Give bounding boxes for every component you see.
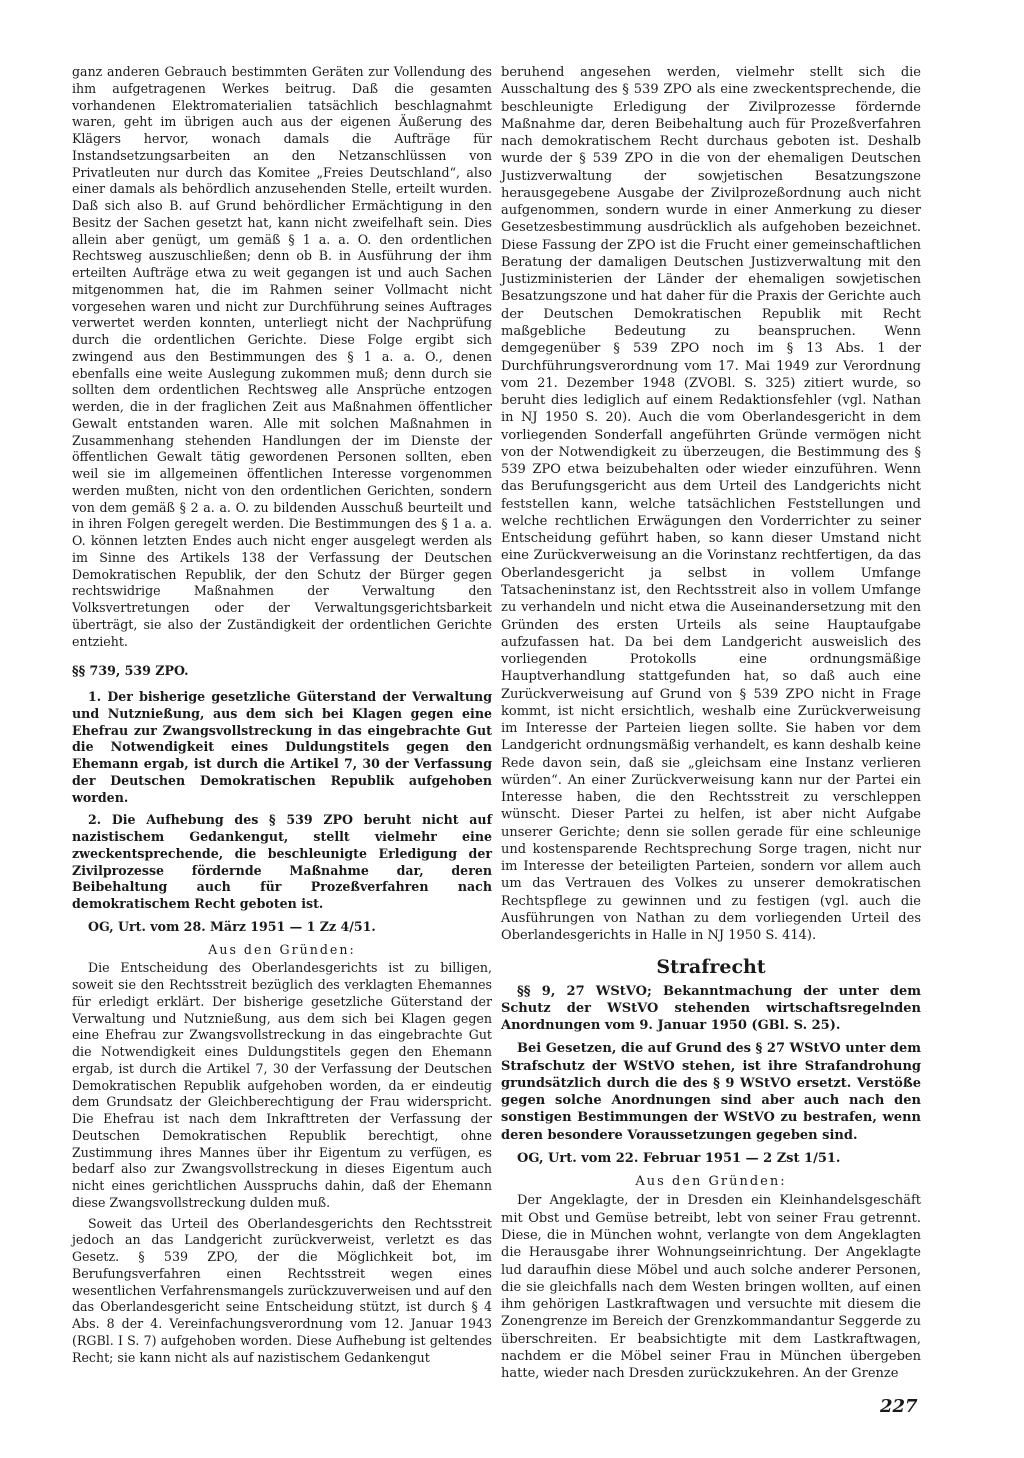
reasons-heading: Aus den Gründen:	[635, 1174, 787, 1190]
headnote: 1. Der bisherige gesetzliche Güterstand der Verwaltung und Nutznießung, aus dem sich bei Klagen gegen eine Ehefrau zur Zwangsvollstreckung in das eingebrachte Gut die Notwendigkeit eines Duldungstitels gegen den Ehemann ergab, ist durch die Artikel 7, 30 der Verfassung der Deutschen Demokratischen Republik aufgehoben worden.	[72, 689, 492, 805]
norm-reference: §§ 739, 539 ZPO.	[72, 663, 189, 679]
ruling-citation: OG, Urt. vom 22. Februar 1951 — 2 Zst 1/51.	[517, 1150, 841, 1166]
right-column	[501, 64, 921, 1382]
ruling-citation: OG, Urt. vom 28. März 1951 — 1 Zz 4/51.	[88, 918, 376, 934]
headnote: Bei Gesetzen, die auf Grund des § 27 WStVO unter dem Strafschutz der WStVO stehen, ist ihre Strafandrohung grundsätzlich durch die des § 9 WStVO ersetzt. Verstöße gegen solche Anordnungen sind aber auch nach den sonstigen Bestimmungen der WStVO zu bestrafen, wenn deren besondere Voraussetzungen gegeben sind.	[501, 1041, 921, 1143]
norm-reference: §§ 9, 27 WStVO; Bekanntmachung der unter dem Schutz der WStVO stehenden wirtschaftsregelnden Anordnungen vom 9. Januar 1950 (GBl. S. 25).	[501, 983, 921, 1034]
paragraph: ganz anderen Gebrauch bestimmten Geräten zur Vollendung des ihm aufgetragenen Werkes beitrug. Daß die gesamten vorhandenen Elektromaterialien tatsächlich beschlagnahmt waren, geht im übrigen auch aus der eigenen Äußerung des Klägers hervor, wonach damals die Aufträge für Instandsetzungsarbeiten an den Netzanschlüssen von Privatleuten nur durch das Komitee „Freies Deutschland“, also einer damals als behördlich anzusehenden Stelle, erteilt wurden. Daß sich also B. auf Grund behördlicher Ermächtigung in den Besitz der Sachen gesetzt hat, kann nicht zweifelhaft sein. Dies allein aber genügt, um gemäß § 1 a. a. O. den ordentlichen Rechtsweg auszuschließen; denn ob B. in Ausführung der ihm erteilten Aufträge etwa zu weit gegangen ist und auch Sachen mitgenommen hat, die im Rahmen seiner Vollmacht nicht vorgesehen waren und nicht zur Durchführung seines Auftrages verwertet werden konnten, unterliegt nicht der Nachprüfung durch die ordentlichen Gerichte. Diese Folge ergibt sich zwingend aus den Bestimmungen des § 1 a. a. O., denen ebenfalls eine weite Auslegung zukommen muß; denn durch sie sollten dem ordentlichen Rechtsweg alle Ansprüche entzogen werden, die in der fraglichen Zeit aus Maßnahmen öffentlicher Gewalt entstanden waren. Alle mit solchen Maßnahmen in Zusammenhang stehenden Handlungen der im Dienste der öffentlichen Gewalt tätig gewordenen Personen sollten, eben weil sie im allgemeinen öffentlichen Interesse vorgenommen werden mußten, nicht von den ordentlichen Gerichten, sondern von dem gemäß § 2 a. a. O. zu bildenden Ausschuß beurteilt und in ihren Folgen geregelt werden. Die Bestimmungen des § 1 a. a. O. können letzten Endes auch nicht enger ausgelegt werden als im Sinne des Artikels 138 der Verfassung der Deutschen Demokratischen Republik, der den Schutz der Bürger gegen rechtswidrige Maßnahmen der Verwaltung den Volksvertretungen oder der Verwaltungsgerichtsbarkeit überträgt, sie also der Zuständigkeit der ordentlichen Gerichte entzieht.	[72, 64, 492, 649]
paragraph: Der Angeklagte, der in Dresden ein Kleinhandelsgeschäft mit Obst und Gemüse betreibt, lebt von seiner Frau getrennt. Diese, die in München wohnt, verlangte von dem Angeklagten die Herausgabe ihrer Wohnungseinrichtung. Der Angeklagte lud daraufhin diese Möbel und auch solche anderer Personen, die sie gleichfalls nach dem Westen bringen wollten, auf einen ihm gehörigen Lastkraftwagen und versuchte mit diesem die Zonengrenze im Bereich der Grenzkommandantur Seggerde zu überschreiten. Er beabsichtigte mit dem Lastkraftwagen, nachdem er die Möbel seiner Frau in München übergeben hatte, wieder nach Dresden zurückzukehren. An der Grenze	[501, 1193, 921, 1382]
reasons-heading: Aus den Gründen:	[208, 941, 356, 957]
section-heading: Strafrecht	[656, 955, 766, 978]
left-column	[72, 64, 492, 1366]
paragraph: Soweit das Urteil des Oberlandesgerichts den Rechtsstreit jedoch an das Landgericht zurückverweist, verletzt es das Gesetz. § 539 ZPO, der die Möglichkeit bot, im Berufungsverfahren einen Rechtsstreit wegen eines wesentlichen Verfahrensmangels zurückzuverweisen und auf den das Oberlandesgericht seine Entscheidung stützt, ist durch § 4 Abs. 8 der 4. Vereinfachungsverordnung vom 12. Januar 1943 (RGBl. I S. 7) aufgehoben worden. Diese Aufhebung ist geltendes Recht; sie kann nicht als auf nazistischem Gedankengut	[72, 1215, 492, 1365]
paragraph: Die Entscheidung des Oberlandesgerichts ist zu billigen, soweit sie den Rechtsstreit bezüglich des verklagten Ehemannes für erledigt erklärt. Der bisherige gesetzliche Güterstand der Verwaltung und Nutznießung, aus dem sich bei Klagen gegen eine Ehefrau zur Zwangsvollstreckung in das eingebrachte Gut die Notwendigkeit eines Duldungstitels gegen den Ehemann ergab, ist durch die Artikel 7, 30 der Verfassung der Deutschen Demokratischen Republik aufgehoben worden, da er eindeutig dem Grundsatz der Gleichberechtigung der Frau widerspricht. Die Ehefrau ist nach dem Inkrafttreten der Verfassung der Deutschen Demokratischen Republik berechtigt, ohne Zustimmung ihres Mannes über ihr Eigentum zu verfügen, es bedarf also zur Zwangsvollstreckung in dieses Eigentum auch nicht eines gerichtlichen Ausspruchs dahin, daß der Ehemann diese Zwangsvollstreckung dulden muß.	[72, 960, 492, 1210]
paragraph: beruhend angesehen werden, vielmehr stellt sich die Ausschaltung des § 539 ZPO als eine zweckentsprechende, die beschleunigte Erledigung der Zivilprozesse fördernde Maßnahme dar, deren Beibehaltung auch für Prozeßverfahren nach demokratischem Recht durchaus geboten ist. Deshalb wurde der § 539 ZPO in die von der ehemaligen Deutschen Justizverwaltung der sowjetischen Besatzungszone herausgegebene Ausgabe der Zivilprozeßordnung auch nicht aufgenommen, sondern wurde in einer Anmerkung zu dieser Gesetzesbestimmung ausdrücklich als aufgehoben bezeichnet. Diese Fassung der ZPO ist die Frucht einer gemeinschaftlichen Beratung der damaligen Deutschen Justizverwaltung mit den Justizministerien der Länder der ehemaligen sowjetischen Besatzungszone und hat daher für die Praxis der Gerichte auch der Deutschen Demokratischen Republik mit Recht maßgebliche Bedeutung zu beanspruchen. Wenn demgegenüber § 539 ZPO noch im § 13 Abs. 1 der Durchführungsverordnung vom 17. Mai 1949 zur Verordnung vom 21. Dezember 1948 (ZVOBl. S. 325) zitiert wurde, so beruht dies lediglich auf einem Redaktionsfehler (vgl. Nathan in NJ 1950 S. 20). Auch die vom Oberlandesgericht in dem vorliegenden Sonderfall angeführten Gründe vermögen nicht von der Notwendigkeit zu überzeugen, die Bestimmung des § 539 ZPO etwa beizubehalten oder wieder einzuführen. Wenn das Berufungsgericht aus dem Urteil des Landgerichts nicht feststellen kann, welche tatsächlichen Feststellungen und welche rechtlichen Erwägungen den Vorderrichter zu seiner Entscheidung geführt haben, so kann dieser Umstand nicht eine Zurückverweisung an die Vorinstanz rechtfertigen, da das Oberlandesgericht ja selbst in vollem Umfange Tatsacheninstanz ist, den Rechtsstreit also in vollem Umfange zu verhandeln und nicht etwa die Auseinandersetzung mit den Gründen des ersten Urteils als seine Hauptaufgabe aufzufassen hat. Da bei dem Landgericht ausweislich des vorliegenden Protokolls eine ordnungsmäßige Hauptverhandlung stattgefunden hat, so daß auch eine Zurückverweisung auf Grund von § 539 ZPO nicht in Frage kommt, ist nicht ersichtlich, weshalb eine Zurückverweisung im Interesse der Parteien liegen sollte. Sie haben vor dem Landgericht ordnungsmäßig verhandelt, es kann deshalb keine Rede davon sein, daß sie „gleichsam eine Instanz verlieren würden“. An einer Zurückverweisung kann nur der Partei ein Interesse haben, die den Rechtsstreit zu verschleppen wünscht. Dieser Partei zu helfen, ist aber nicht Aufgabe unserer Gerichte; denn sie sollen gerade für eine schleunige und kostensparende Rechtsprechung Sorge tragen, nicht nur im Interesse der beteiligten Parteien, sondern vor allem auch um das Vertrauen des Volkes zu unserer demokratischen Rechtspflege zu gewinnen und zu festigen (vgl. auch die Ausführungen von Nathan zu dem vorliegenden Urteil des Oberlandesgerichts in Halle in NJ 1950 S. 414).	[501, 65, 921, 944]
page-number: 227	[880, 1396, 918, 1417]
headnote: 2. Die Aufhebung des § 539 ZPO beruht nicht auf nazistischem Gedankengut, stellt vielmehr eine zweckentsprechende, die beschleunigte Erledigung der Zivilprozesse fördernde Maßnahme dar, deren Beibehaltung auch für Prozeßverfahren nach demokratischem Recht geboten ist.	[72, 812, 492, 911]
